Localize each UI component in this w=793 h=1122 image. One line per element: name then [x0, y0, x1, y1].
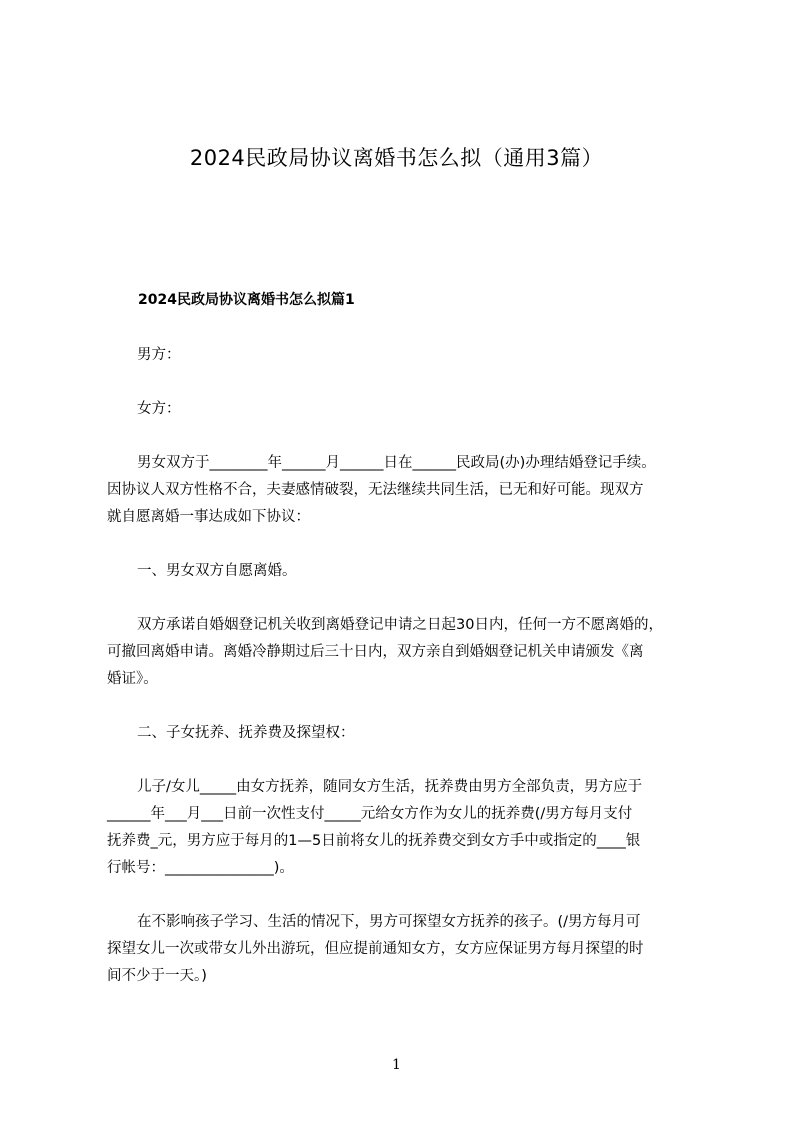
document-title: 2024民政局协议离婚书怎么拟（通用3篇）: [189, 146, 604, 170]
paragraph-line: 可撤回离婚申请。离婚冷静期过后三十日内，双方亲自到婚姻登记机关申请颁发《离: [107, 644, 644, 660]
paragraph-line: 就自愿离婚一事达成如下协议：: [107, 509, 310, 525]
section-title: 2024民政局协议离婚书怎么拟篇1: [138, 292, 355, 308]
paragraph-line: ______年___月___日前一次性支付_____元给女方作为女儿的抚养费(/男方每月支付: [107, 806, 633, 822]
paragraph-line: 探望女儿一次或带女儿外出游玩，但应提前通知女方，女方应保证男方每月探望的时: [107, 941, 644, 957]
paragraph-line: 儿子/女儿_____由女方抚养，随同女方生活，抚养费由男方全部负责，男方应于: [137, 779, 643, 795]
clause-heading-2: 二、子女抚养、抚养费及探望权：: [137, 725, 355, 741]
paragraph-line: 抚养费_元，男方应于每月的1—5日前将女儿的抚养费交到女方手中或指定的____银: [107, 833, 641, 849]
clause-heading-1: 一、男女双方自愿离婚。: [137, 563, 297, 579]
paragraph-line: 在不影响孩子学习、生活的情况下，男方可探望女方抚养的孩子。(/男方每月可: [137, 914, 641, 930]
page-number: 1: [392, 1057, 401, 1073]
paragraph-line: 男女双方于________年______月______日在______民政局(办)办理结婚登记手续。: [137, 455, 656, 471]
paragraph-line: 因协议人双方性格不合，夫妻感情破裂，无法继续共同生活，已无和好可能。现双方: [107, 482, 644, 498]
paragraph-line: 双方承诺自婚姻登记机关收到离婚登记申请之日起30日内，任何一方不愿离婚的，: [137, 617, 663, 633]
female-party-label: 女方：: [137, 401, 181, 417]
paragraph-line: 婚证》。: [107, 671, 158, 687]
paragraph-line: 间不少于一天。): [107, 968, 207, 984]
male-party-label: 男方：: [137, 347, 181, 363]
paragraph-line: 行帐号：_______________)。: [107, 860, 294, 876]
